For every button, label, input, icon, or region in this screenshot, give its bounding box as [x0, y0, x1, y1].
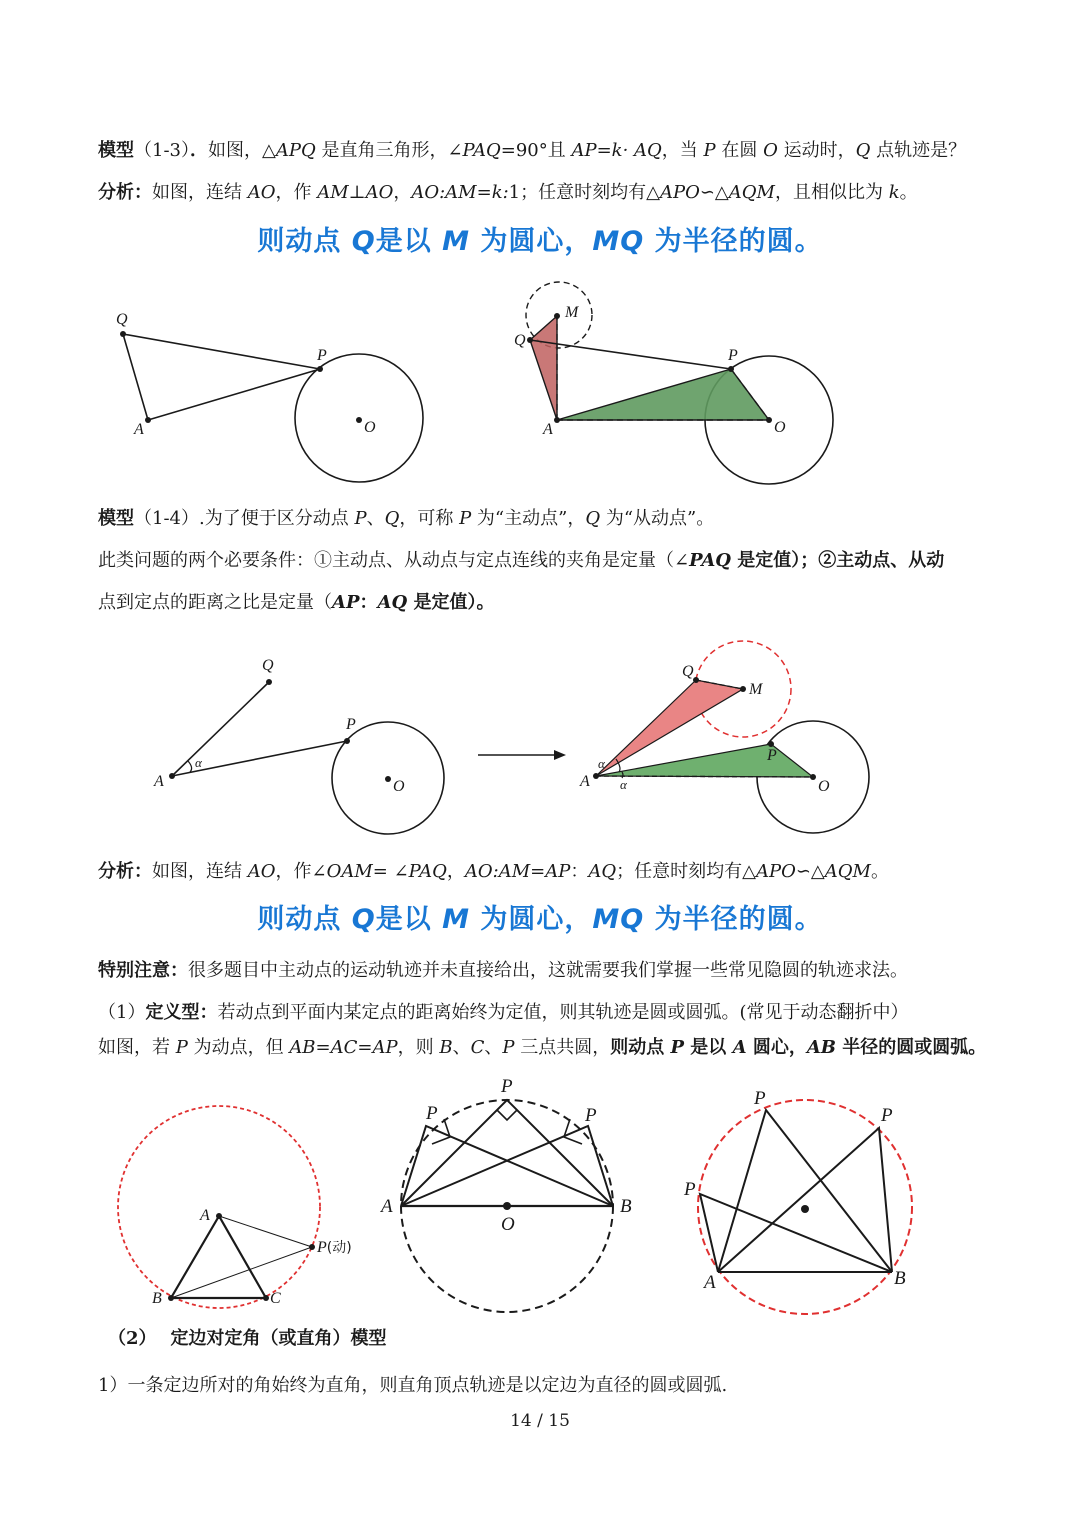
- label-alpha-1: α: [598, 756, 605, 771]
- label-p-top: P: [754, 1088, 766, 1109]
- label-b: B: [894, 1268, 906, 1289]
- model-label: 模型: [98, 140, 134, 161]
- model-1-3-statement: 模型（1-3）．如图，△APQ 是直角三角形，∠PAQ=90°且 AP=k· AQ，当 P 在圆 O 运动时，Q 点轨迹是？: [98, 140, 967, 161]
- triangle-abc: [171, 1216, 266, 1298]
- label-p-left: P: [684, 1179, 696, 1200]
- label-a: A: [381, 1196, 393, 1217]
- triangle-p-right: [718, 1128, 892, 1272]
- rule-1: 1）一条定边所对的角始终为直角，则直角顶点轨迹是以定边为直径的圆或圆弧.: [98, 1375, 728, 1396]
- point-center: [801, 1205, 809, 1213]
- note-label: 特别注意：: [98, 960, 188, 981]
- circle-a-dashed: [118, 1106, 320, 1308]
- model-label: 模型: [98, 508, 134, 529]
- point-o: [503, 1202, 511, 1210]
- label-p: P: [317, 347, 327, 364]
- label-a: A: [154, 773, 164, 790]
- label-q: Q: [682, 663, 694, 680]
- def-fig3-diagram: [683, 1088, 912, 1314]
- label-p-right: P: [881, 1105, 893, 1126]
- analysis-label: 分析：: [98, 182, 152, 203]
- label-alpha: α: [195, 755, 202, 770]
- label-a: A: [704, 1272, 716, 1293]
- label-c: C: [270, 1290, 281, 1307]
- label-o: O: [501, 1214, 515, 1235]
- label-m: M: [565, 304, 579, 321]
- point-c: [263, 1295, 269, 1301]
- page-number: 14 / 15: [510, 1411, 570, 1431]
- label-m: M: [749, 681, 763, 698]
- definition-example: 如图，若 P 为动点，但 AB=AC=AP，则 B、C、P 三点共圆，则动点 P 是以 A 圆心，AB 半径的圆或圆弧。: [98, 1037, 987, 1058]
- point-b: [168, 1295, 174, 1301]
- label-o: O: [818, 778, 830, 795]
- label-a: A: [543, 421, 553, 438]
- label-q: Q: [514, 332, 526, 349]
- conclusion-banner-1: 则动点 Q是以 M 为圆心，MQ 为半径的圆。: [257, 226, 823, 257]
- right-triangle-left: [401, 1126, 613, 1206]
- conclusion-banner-2: 则动点 Q是以 M 为圆心，MQ 为半径的圆。: [257, 904, 823, 935]
- conditions-line-1: 此类问题的两个必要条件：①主动点、从动点与定点连线的夹角是定量（∠PAQ 是定值）；②主动点、从动: [98, 550, 945, 571]
- point-a: [216, 1213, 222, 1219]
- special-note: 特别注意：很多题目中主动点的运动轨迹并未直接给出，这就需要我们掌握一些常见隐圆的轨迹求法。: [98, 960, 908, 981]
- analysis-1-3: 分析：如图，连结 AO，作 AM⊥AO，AO:AM=k:1；任意时刻均有△APO∽△AQM，且相似比为 k。: [98, 182, 918, 203]
- label-o: O: [393, 778, 405, 795]
- label-alpha-2: α: [620, 777, 627, 792]
- right-triangle-right: [401, 1126, 613, 1206]
- label-q: Q: [116, 311, 128, 328]
- label-b: B: [620, 1196, 632, 1217]
- label-q: Q: [262, 657, 274, 674]
- definition-type: （1）定义型：若动点到平面内某定点的距离始终为定值，则其轨迹是圆或圆弧。(常见于动态翻折中）: [98, 1002, 909, 1023]
- fixed-side-heading: （2） 定边对定角（或直角）模型: [108, 1328, 387, 1349]
- def-fig1-diagram: [118, 1106, 352, 1308]
- label-p: P: [728, 347, 738, 364]
- label-b: B: [152, 1290, 162, 1307]
- conditions-line-2: 点到定点的距离之比是定量（AP：AQ 是定值）。: [98, 592, 495, 613]
- label-p: P: [346, 716, 356, 733]
- point-p: [309, 1244, 315, 1250]
- label-p-right: P: [585, 1105, 597, 1126]
- label-p-left: P: [426, 1103, 438, 1124]
- label-p: P: [767, 747, 777, 764]
- label-a: A: [580, 773, 590, 790]
- def-fig2-diagram: [379, 1076, 632, 1312]
- label-p-top: P: [501, 1076, 513, 1097]
- analysis-label: 分析：: [98, 861, 152, 882]
- label-o: O: [364, 419, 376, 436]
- label-a: A: [200, 1207, 210, 1224]
- label-a: A: [134, 421, 144, 438]
- label-p: P(动): [317, 1239, 352, 1256]
- model-1-4-statement: 模型（1-4）.为了便于区分动点 P、Q，可称 P 为“主动点”，Q 为“从动点”。: [98, 508, 715, 529]
- label-o: O: [774, 419, 786, 436]
- right-angle-mark-top: [497, 1110, 517, 1120]
- analysis-1-4: 分析：如图，连结 AO，作∠OAM= ∠PAQ，AO:AM=AP：AQ；任意时刻均有△APO∽△AQM。: [98, 861, 889, 882]
